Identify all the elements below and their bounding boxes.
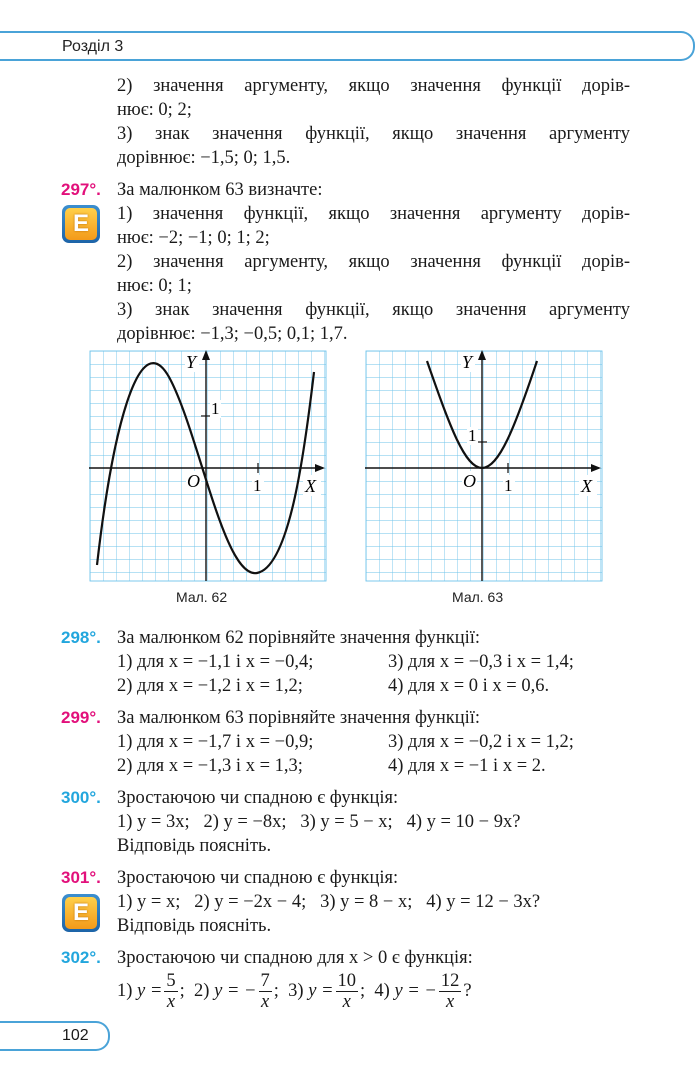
figure-62-caption: Мал. 62 — [176, 589, 228, 605]
fraction — [164, 971, 177, 1012]
y-axis-label: Y — [186, 352, 197, 372]
function-lhs: y = − — [214, 980, 257, 1001]
text-line: 3) знак значення функції, якщо значення аргументу — [117, 124, 630, 144]
text-line: дорівнює: −1,3; −0,5; 0,1; 1,7. — [117, 324, 348, 344]
separator: ; — [179, 980, 185, 1001]
text-line: 1) для x = −1,1 і x = −0,4; — [117, 652, 314, 672]
text-line: нює: 0; 2; — [117, 100, 192, 120]
exercise-number-302: 302°. — [61, 948, 101, 967]
fraction — [259, 971, 272, 1012]
text-line: 4) для x = 0 і x = 0,6. — [388, 676, 550, 696]
section-header-bar — [0, 31, 695, 61]
denominator: x — [446, 992, 455, 1012]
text-line: 4) для x = −1 і x = 2. — [388, 756, 546, 776]
e-badge-letter: E — [65, 897, 97, 929]
item-index: 2) — [194, 980, 210, 1001]
separator: ; — [360, 980, 366, 1001]
item-index: 3) — [288, 980, 304, 1001]
text-line: За малюнком 62 порівняйте значення функції: — [117, 628, 481, 648]
text-line: 2) для x = −1,2 і x = 1,2; — [117, 676, 303, 696]
numerator: 7 — [260, 971, 270, 991]
x-axis-label: X — [581, 476, 592, 496]
section-title: Розділ 3 — [62, 38, 124, 55]
x-tick-one: 1 — [253, 476, 262, 495]
denominator: x — [166, 992, 176, 1012]
text-line: За малюнком 63 порівняйте значення функції: — [117, 708, 481, 728]
y-axis-label: Y — [462, 352, 473, 372]
fraction — [439, 971, 462, 1012]
y-tick-one: 1 — [211, 399, 220, 418]
text-line: Зростаючою чи спадною є функція: — [117, 788, 399, 808]
denominator: x — [261, 992, 270, 1012]
function-lhs: y = — [308, 980, 334, 1001]
x-axis-label: X — [305, 476, 316, 496]
text-line: дорівнює: −1,5; 0; 1,5. — [117, 148, 291, 168]
text-line: Відповідь поясніть. — [117, 916, 272, 936]
figure-62-graph — [89, 347, 329, 582]
e-badge-icon — [62, 205, 100, 243]
exercise-number-297: 297°. — [61, 180, 101, 199]
text-line: 1) для x = −1,7 і x = −0,9; — [117, 732, 314, 752]
numerator: 10 — [337, 971, 357, 991]
exercise-number-301: 301°. — [61, 868, 101, 887]
text-line: 1) y = 3x; 2) y = −8x; 3) y = 5 − x; 4) y = 10 − 9x? — [117, 812, 521, 832]
text-line: 2) значення аргументу, якщо значення функції дорів- — [117, 252, 630, 272]
figure-63-caption: Мал. 63 — [452, 589, 504, 605]
origin-label: O — [187, 471, 200, 491]
function-lhs: y = − — [394, 980, 437, 1001]
text-line: 3) для x = −0,2 і x = 1,2; — [388, 732, 574, 752]
text-line: 3) знак значення функції, якщо значення аргументу — [117, 300, 630, 320]
text-line: Зростаючою чи спадною є функція: — [117, 868, 399, 888]
x-tick-one: 1 — [504, 476, 513, 495]
text-line: 3) для x = −0,3 і x = 1,4; — [388, 652, 574, 672]
fraction-options-line — [117, 971, 472, 1012]
figure-63-graph — [365, 347, 605, 582]
function-lhs: y = — [137, 980, 163, 1001]
text-line: Зростаючою чи спадною для x > 0 є функція: — [117, 948, 473, 968]
text-line: нює: −2; −1; 0; 1; 2; — [117, 228, 270, 248]
text-line: 2) для x = −1,3 і x = 1,3; — [117, 756, 303, 776]
separator: ; — [273, 980, 279, 1001]
item-index: 1) — [117, 980, 133, 1001]
e-badge-letter: E — [65, 208, 97, 240]
e-badge-icon — [62, 894, 100, 932]
text-line: нює: 0; 1; — [117, 276, 192, 296]
y-tick-one: 1 — [468, 426, 477, 445]
text-line: За малюнком 63 визначте: — [117, 180, 323, 200]
page-number-box — [0, 1021, 110, 1051]
numerator: 5 — [166, 971, 176, 991]
separator: ? — [463, 980, 472, 1001]
text-line: 1) значення функції, якщо значення аргументу дорів- — [117, 204, 630, 224]
text-line: Відповідь поясніть. — [117, 836, 272, 856]
origin-label: O — [463, 471, 476, 491]
exercise-number-298: 298°. — [61, 628, 101, 647]
numerator: 12 — [440, 971, 460, 991]
fraction — [336, 971, 359, 1012]
exercise-number-299: 299°. — [61, 708, 101, 727]
text-line: 2) значення аргументу, якщо значення функції дорів- — [117, 76, 630, 96]
item-index: 4) — [374, 980, 390, 1001]
page-number: 102 — [62, 1027, 89, 1044]
text-line: 1) y = x; 2) y = −2x − 4; 3) y = 8 − x; 4) y = 12 − 3x? — [117, 892, 541, 912]
exercise-number-300: 300°. — [61, 788, 101, 807]
denominator: x — [342, 992, 351, 1012]
